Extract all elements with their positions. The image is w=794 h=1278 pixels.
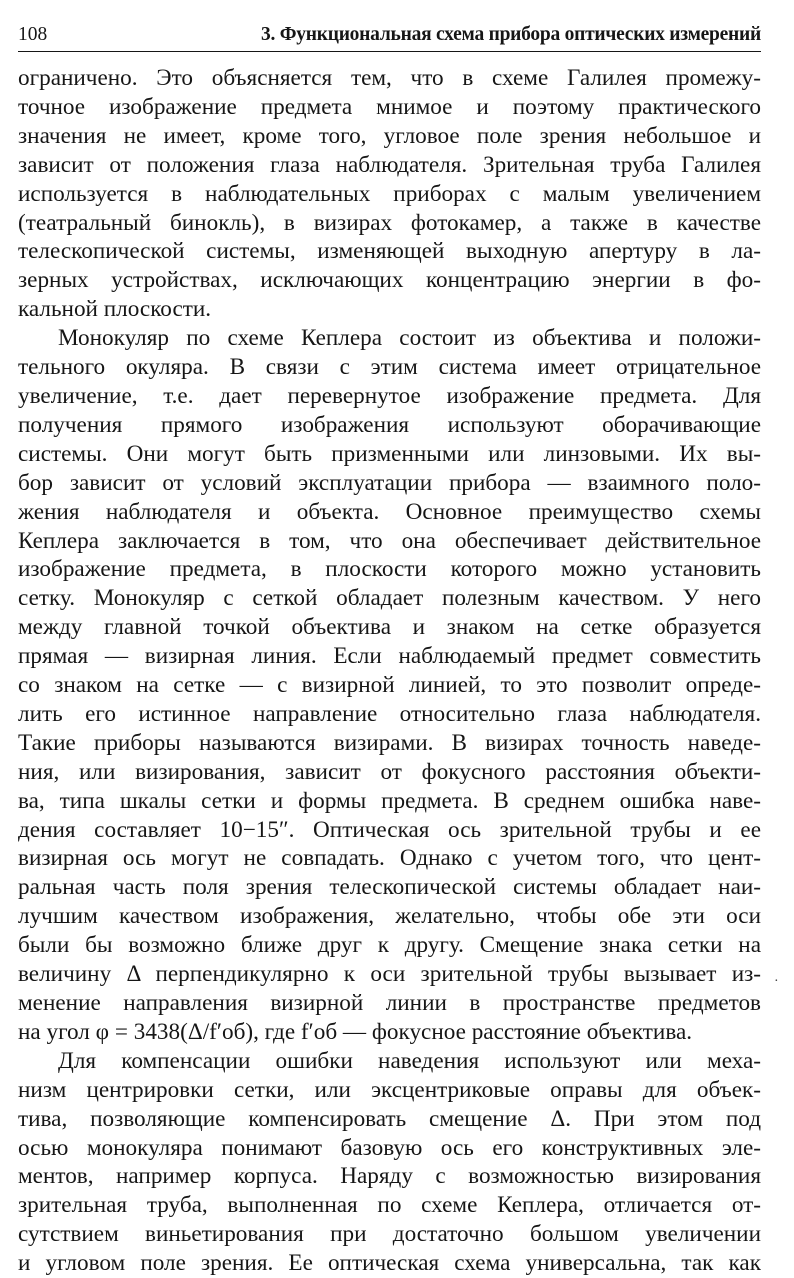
text-line: лить его истинное направление относительно глаза наблюдателя. (18, 700, 761, 727)
running-head (18, 22, 761, 48)
text-line: осью монокуляра понимают базовую ось его конструктивных эле- (18, 1134, 761, 1161)
text-line: зерных устройствах, исключающих концентрацию энергии в фо- (18, 267, 761, 294)
text-line: кальной плоскости. (18, 296, 212, 323)
chapter-title: 3. Функциональная схема прибора оптических измерений (260, 24, 761, 45)
body-text (18, 64, 761, 1278)
text-line: изображение предмета, в плоскости которого можно установить (18, 556, 761, 583)
text-line: системы. Они могут быть призменными или линзовыми. Их вы- (18, 440, 761, 467)
text-line: увеличение, т.е. дает перевернутое изображение предмета. Для (18, 382, 761, 409)
text-line: со знаком на сетке — с визирной линией, то это позволит опреде- (18, 672, 761, 699)
text-line: Монокуляр по схеме Кеплера состоит из объектива и положи- (58, 325, 761, 352)
text-line: низм центрировки сетки, или эксцентриковые оправы для объек- (18, 1076, 761, 1103)
book-page (18, 22, 761, 1278)
text-line: и угловом поле зрения. Ее оптическая схема универсальна, так как (18, 1250, 761, 1277)
text-line: зрительная труба, выполненная по схеме Кеплера, отличается от- (18, 1192, 761, 1219)
text-line: были бы возможно ближе друг к другу. Смещение знака сетки на (18, 932, 761, 959)
page-number: 108 (18, 24, 48, 45)
text-line: зависит от положения глаза наблюдателя. Зрительная труба Галилея (18, 151, 761, 178)
text-line: визирная ось могут не совпадать. Однако с учетом того, что цент- (18, 845, 761, 872)
text-line: тельного окуляра. В связи с этим система имеет отрицательное (18, 354, 761, 381)
text-line: ния, или визирования, зависит от фокусного расстояния объекти- (18, 758, 761, 785)
text-line: тива, позволяющие компенсировать смещение Δ. При этом под (18, 1105, 761, 1132)
text-line: бор зависит от условий эксплуатации прибора — взаимного поло- (18, 469, 761, 496)
text-line: жения наблюдателя и объекта. Основное преимущество схемы (18, 498, 761, 525)
paragraph-3 (18, 1047, 761, 1278)
text-line: используется в наблюдательных приборах с малым увеличением (18, 180, 761, 207)
text-line: ва, типа шкалы сетки и формы предмета. В среднем ошибка наве- (18, 787, 761, 814)
text-line: получения прямого изображения используют оборачивающие (18, 411, 761, 438)
text-line: менение направления визирной линии в пространстве предметов (18, 990, 761, 1016)
header-rule (18, 51, 761, 52)
text-line: между главной точкой объектива и знаком на сетке образуется (18, 614, 761, 641)
text-line: величину Δ перпендикулярно к оси зрительной трубы вызывает из- (18, 961, 761, 988)
text-line: ограничено. Это объясняется тем, что в схеме Галилея промежу- (18, 65, 761, 91)
margin-mark: · (774, 974, 779, 989)
paragraph-1 (18, 64, 761, 324)
text-line: точное изображение предмета мнимое и поэтому практического (18, 93, 761, 120)
text-line: (театральный бинокль), в визирах фотокамер, а также в качестве (18, 209, 761, 236)
text-line: ральная часть поля зрения телескопической системы обладает наи- (18, 874, 761, 901)
text-line: на угол φ = 3438(Δ/f′об), где f′об — фокусное расстояние объектива. (18, 1018, 693, 1045)
text-line: дения составляет 10−15″. Оптическая ось зрительной трубы и ее (18, 816, 761, 843)
paragraph-2 (18, 324, 761, 1047)
text-line: Такие приборы называются визирами. В визирах точность наведе- (18, 729, 761, 756)
text-line: ментов, например корпуса. Наряду с возможностью визирования (18, 1163, 761, 1190)
text-line: значения не имеет, кроме того, угловое поле зрения небольшое и (18, 122, 761, 149)
text-line: сутствием виньетирования при достаточно большом увеличении (18, 1221, 761, 1248)
text-line: телескопической системы, изменяющей выходную апертуру в ла- (18, 238, 761, 265)
text-line: прямая — визирная линия. Если наблюдаемый предмет совместить (18, 643, 761, 670)
text-line: Кеплера заключается в том, что она обеспечивает действительное (18, 527, 761, 554)
text-line: лучшим качеством изображения, желательно, чтобы обе эти оси (18, 903, 761, 930)
text-line: сетку. Монокуляр с сеткой обладает полезным качеством. У него (18, 585, 761, 612)
text-line: Для компенсации ошибки наведения используют или меха- (58, 1047, 761, 1074)
